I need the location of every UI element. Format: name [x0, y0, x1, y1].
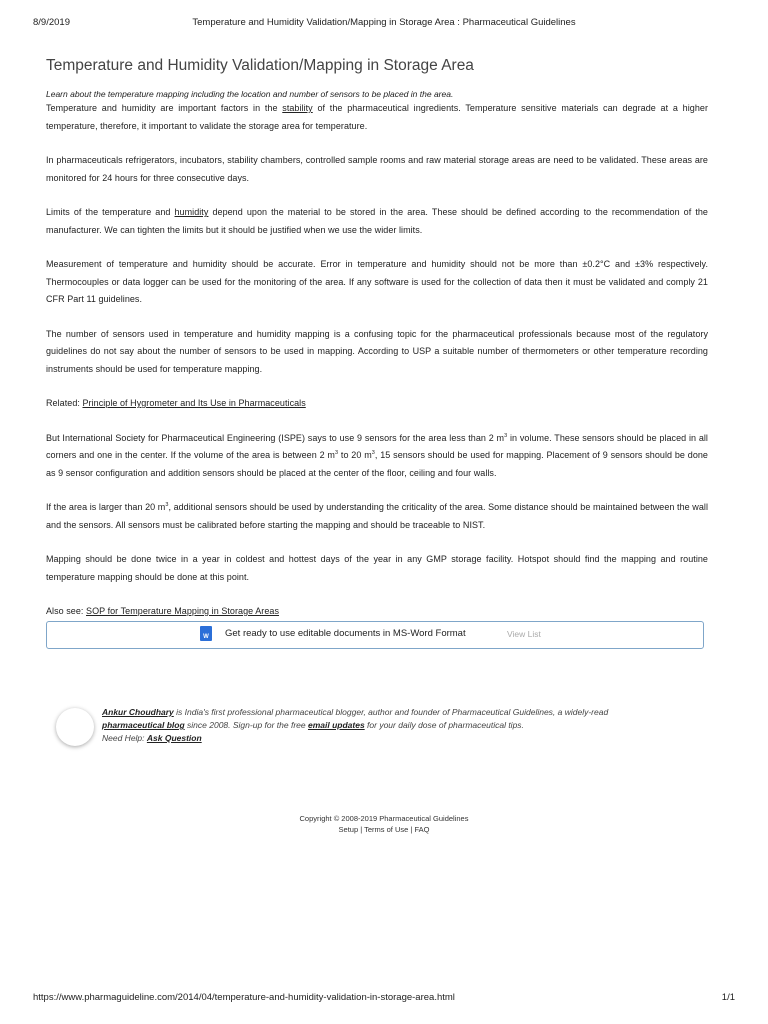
paragraph-5: The number of sensors used in temperature and humidity mapping is a confusing topic for the pharmaceutical professionals because most of the regulatory guidelines do not say about the number of sensors to be used in mapping. According to USP a suitable number of thermometers or other temperature recording instruments should be used for temperature mapping. — [46, 328, 708, 374]
related-line — [46, 395, 708, 413]
footer-link-faq[interactable]: FAQ — [414, 825, 430, 834]
article — [46, 56, 708, 649]
author-avatar — [56, 708, 94, 746]
p6-text-d: , 15 sensors should be used for mapping. Placement of 9 sensors should be done as 9 sensor configuration and addition sensors should be placed at the center of the floor, ceiling and four walls. — [46, 450, 708, 478]
paragraph-6 — [46, 430, 708, 483]
p6-text-a: But International Society for Pharmaceutical Engineering (ISPE) says to use 9 sensors for the area less than 2 m — [46, 432, 505, 443]
footer-link-setup[interactable]: Setup — [338, 825, 359, 834]
p6-sup-3: 3 — [371, 450, 375, 456]
p3-text-a: Limits of the temperature and — [46, 207, 175, 217]
also-see-label: Also see: — [46, 606, 87, 616]
footer-separator: | — [408, 825, 415, 834]
author-name-link[interactable]: Ankur Choudhary — [102, 707, 174, 717]
footer-link-terms[interactable]: Terms of Use — [364, 825, 409, 834]
p6-sup-2: 3 — [334, 450, 339, 456]
p6-text-c: to 20 m — [338, 450, 372, 460]
footer-separator: | — [358, 825, 365, 834]
pharmaceutical-blog-link[interactable]: pharmaceutical blog — [102, 720, 185, 730]
author-bio-text-1: is India's first professional pharmaceutical blogger, author and founder of Pharmaceutical Guidelines, a widely-read — [173, 707, 609, 717]
p7-sup: 3 — [165, 502, 169, 508]
paragraph-4: Measurement of temperature and humidity should be accurate. Error in temperature and humidity should not be more than ±0.2°C and ±3% respectively. Thermocouples or data logger can be used for the monitoring of the area. If any software is used for the collection of data then it must be validated and comply 21 CFR Part 11 guidelines. — [46, 259, 708, 304]
related-link[interactable]: Principle of Hygrometer and Its Use in Pharmaceuticals — [82, 398, 306, 408]
stability-link[interactable]: stability — [282, 103, 313, 113]
site-footer — [0, 813, 768, 835]
article-title: Temperature and Humidity Validation/Mapping in Storage Area — [46, 57, 474, 74]
author-bio-text-3: for your daily dose of pharmaceutical tips. — [364, 720, 524, 730]
p3-text-b: depend upon the material to be stored in the area. These should be defined according to the recommendation of the manufacturer. We can tighten the limits but it should be justified when we use the wider limits. — [46, 207, 708, 235]
p1-text-a: Temperature and humidity are important factors in the — [46, 103, 283, 113]
p7-text-a: If the area is larger than 20 m — [46, 502, 166, 512]
footer-links — [0, 824, 768, 835]
paragraph-7 — [46, 499, 708, 534]
paragraph-8: Mapping should be done twice in a year in coldest and hottest days of the year in any GMP storage facility. Hotspot should find the mapping and routine temperature mapping should be done at this point. — [46, 554, 708, 582]
print-header — [33, 17, 735, 31]
related-label: Related: — [46, 398, 83, 408]
print-date: 8/9/2019 — [33, 17, 70, 28]
paragraph-3 — [46, 204, 708, 239]
ask-question-link[interactable]: Ask Question — [146, 733, 202, 743]
p7-text-b: , additional sensors should be used by understanding the criticality of the area. Some distance should be maintained between the wall and the sensors. All sensors must be calibrated before starting the mapping and should be traceable to NIST. — [46, 502, 708, 530]
print-page-title: Temperature and Humidity Validation/Mapping in Storage Area : Pharmaceutical Guidelines — [192, 17, 576, 28]
print-footer — [33, 992, 735, 1006]
copyright-text: Copyright © 2008-2019 Pharmaceutical Guidelines — [299, 814, 469, 823]
p1-text-b: of the pharmaceutical ingredients. Temperature sensitive materials can degrade at a higher temperature, therefore, it important to validate the storage area for temperature. — [46, 103, 708, 131]
also-see-link[interactable]: SOP for Temperature Mapping in Storage Areas — [86, 606, 280, 616]
p6-sup-1: 3 — [504, 432, 508, 439]
word-icon-letter: W — [203, 633, 209, 640]
ms-word-banner-text: Get ready to use editable documents in MS-Word Format — [225, 627, 466, 639]
article-lead: Learn about the temperature mapping including the location and number of sensors to be placed in the area. — [46, 89, 454, 99]
print-page-number: 1/1 — [721, 992, 735, 1003]
ms-word-docs-banner[interactable] — [46, 621, 704, 649]
humidity-link[interactable]: humidity — [174, 207, 209, 217]
author-bio-text-2: since 2008. Sign-up for the free — [184, 720, 308, 730]
author-bio — [102, 706, 672, 745]
paragraph-1 — [46, 100, 708, 135]
word-document-icon — [200, 626, 212, 641]
need-help-label: Need Help: — [102, 733, 147, 743]
email-updates-link[interactable]: email updates — [308, 720, 365, 730]
view-list-link[interactable]: View List — [507, 628, 541, 639]
print-url: https://www.pharmaguideline.com/2014/04/temperature-and-humidity-validation-in-storage-area.html — [33, 992, 455, 1003]
paragraph-2: In pharmaceuticals refrigerators, incubators, stability chambers, controlled sample rooms and raw material storage areas are need to be validated. These areas are monitored for 24 hours for three consecutive days. — [46, 155, 708, 183]
p6-text-b: in volume. These sensors should be placed in all corners and one in the center. If the volume of the area is between 2 m — [46, 432, 708, 460]
also-see-line — [46, 603, 708, 621]
